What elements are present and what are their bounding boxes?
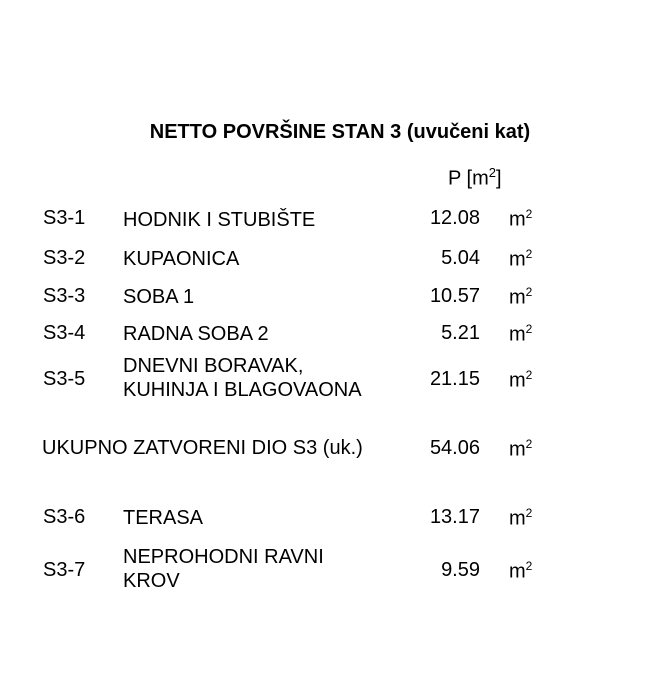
room-name-line: DNEVNI BORAVAK,	[123, 355, 304, 377]
area-unit	[509, 506, 532, 531]
room-name-line: KROV	[123, 570, 180, 592]
area-unit-base: m	[509, 323, 526, 346]
room-area: 12.08	[429, 207, 480, 229]
area-column-header-exponent: 2	[488, 165, 496, 180]
room-area: 21.15	[429, 368, 480, 390]
room-name: TERASA	[123, 507, 204, 529]
area-unit-exponent: 2	[525, 506, 533, 520]
area-unit-base: m	[509, 369, 526, 392]
area-unit	[509, 368, 532, 393]
room-area: 5.21	[441, 322, 480, 344]
area-unit-base: m	[509, 286, 526, 309]
room-code: S3-6	[43, 506, 86, 528]
room-name	[123, 354, 413, 402]
area-unit-exponent: 2	[525, 559, 533, 573]
area-unit-base: m	[509, 438, 526, 461]
area-column-header-label: P [m	[448, 167, 489, 190]
room-code: S3-7	[43, 559, 86, 581]
area-unit	[509, 285, 532, 310]
area-unit-exponent: 2	[525, 322, 533, 336]
room-area: 5.04	[441, 247, 480, 269]
room-name: SOBA 1	[123, 286, 195, 308]
room-name	[123, 545, 413, 593]
area-unit-base: m	[509, 208, 526, 231]
area-column-header-close: ]	[496, 167, 502, 190]
document-title: NETTO POVRŠINE STAN 3 (uvučeni kat)	[149, 121, 531, 143]
room-name-line: KUHINJA I BLAGOVAONA	[123, 379, 362, 401]
area-unit-base: m	[509, 507, 526, 530]
room-name-line: NEPROHODNI RAVNI	[123, 546, 324, 568]
room-name: RADNA SOBA 2	[123, 323, 269, 345]
area-unit	[509, 207, 532, 232]
room-code: S3-1	[43, 207, 86, 229]
room-area: 9.59	[441, 559, 480, 581]
total-label: UKUPNO ZATVORENI DIO S3 (uk.)	[42, 437, 363, 459]
area-unit	[509, 247, 532, 272]
area-unit	[509, 322, 532, 347]
room-name: KUPAONICA	[123, 248, 240, 270]
area-unit	[509, 559, 532, 584]
area-unit-exponent: 2	[525, 247, 533, 261]
room-area: 13.17	[429, 506, 480, 528]
total-area: 54.06	[429, 437, 480, 459]
area-unit-base: m	[509, 248, 526, 271]
room-code: S3-4	[43, 322, 86, 344]
room-name: HODNIK I STUBIŠTE	[123, 209, 316, 231]
area-column-header	[448, 165, 502, 191]
area-unit-exponent: 2	[525, 285, 533, 299]
room-area: 10.57	[429, 285, 480, 307]
area-unit-exponent: 2	[525, 207, 533, 221]
area-unit-exponent: 2	[525, 368, 533, 382]
room-code: S3-2	[43, 247, 86, 269]
area-unit-base: m	[509, 560, 526, 583]
room-code: S3-5	[43, 368, 86, 390]
area-unit-exponent: 2	[525, 437, 533, 451]
room-code: S3-3	[43, 285, 86, 307]
area-unit	[509, 437, 532, 462]
